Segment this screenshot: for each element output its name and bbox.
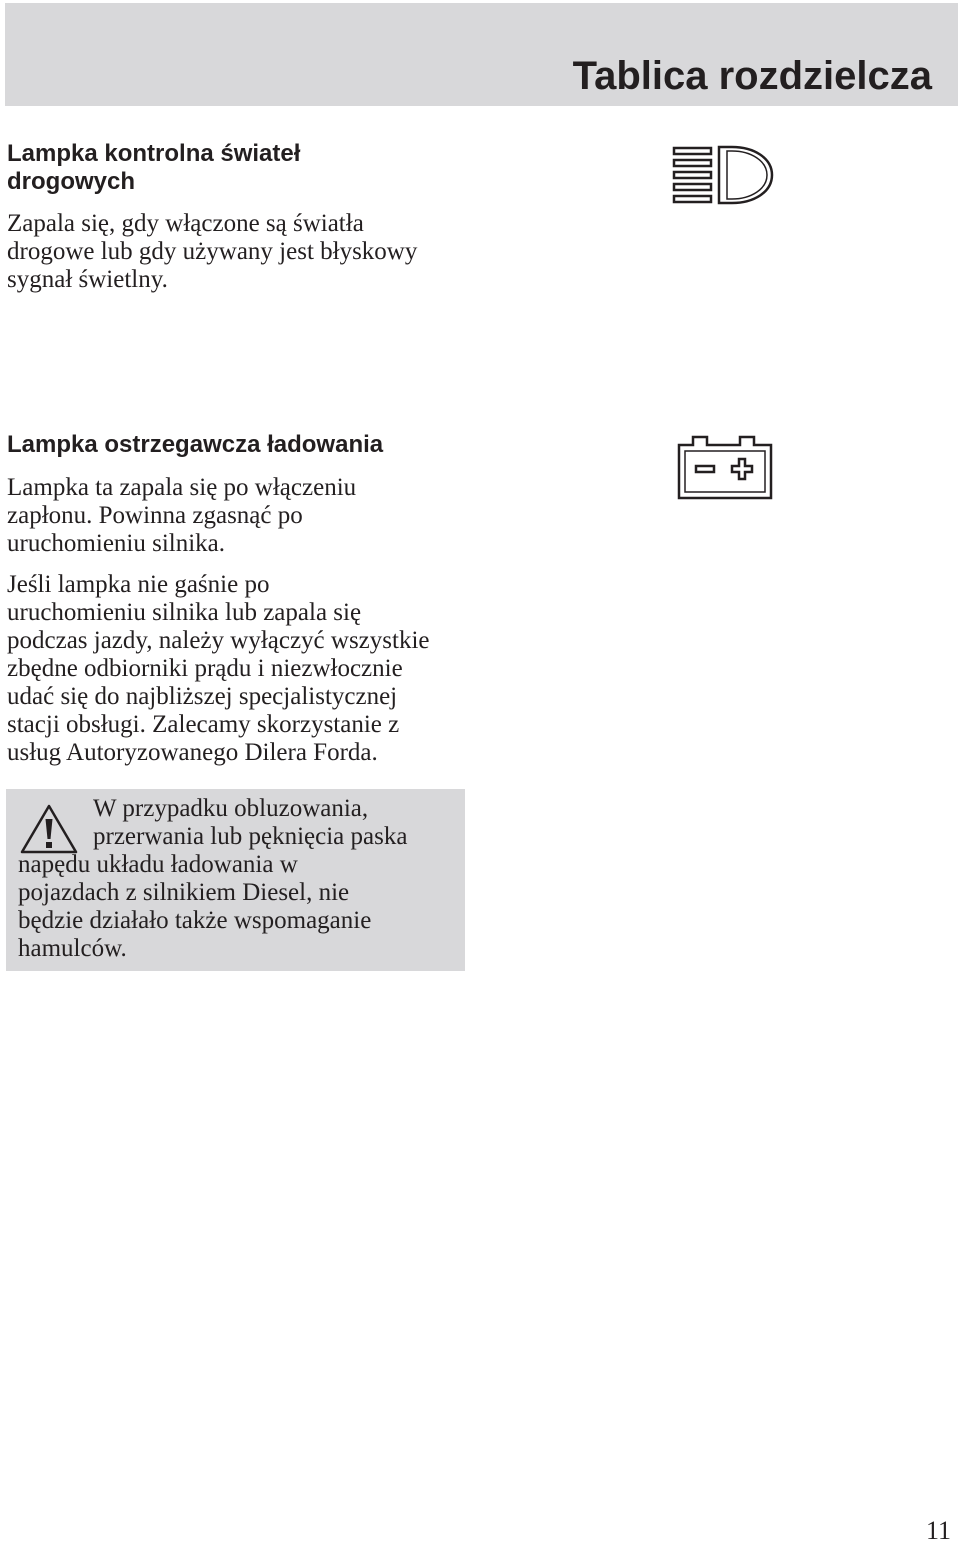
- text-line: zbędne odbiorniki prądu i niezwłocznie: [7, 655, 403, 682]
- text-line: Lampka ta zapala się po włączeniu: [7, 474, 357, 501]
- warning-box: [6, 789, 465, 971]
- heading-line: Lampka kontrolna świateł: [7, 140, 301, 167]
- text-line: usług Autoryzowanego Dilera Forda.: [7, 739, 378, 766]
- text-line: sygnał świetlny.: [7, 266, 168, 293]
- text-line: zapłonu. Powinna zgasnąć po: [7, 502, 303, 529]
- text-line: stacji obsługi. Zalecamy skorzystanie z: [7, 711, 400, 738]
- text-line: uruchomieniu silnika lub zapala się: [7, 599, 362, 626]
- text-line: W przypadku obluzowania,: [93, 795, 369, 822]
- section-heading-charging: [7, 431, 383, 459]
- text-line: drogowe lub gdy używany jest błyskowy: [7, 238, 418, 265]
- text-line: udać się do najbliższej specjalistycznej: [7, 683, 398, 710]
- page-number: 11: [925, 1516, 951, 1545]
- text-line: Zapala się, gdy włączone są światła: [7, 210, 364, 237]
- page-title: Tablica rozdzielcza: [572, 54, 932, 98]
- text-line: hamulców.: [18, 935, 127, 962]
- text-line: podczas jazdy, należy wyłączyć wszystkie: [7, 627, 430, 654]
- paragraph-high-beam: [7, 210, 417, 294]
- paragraph-charging-1: [7, 474, 356, 558]
- section-heading-high-beam: [7, 140, 300, 196]
- paragraph-charging-2: [7, 571, 430, 767]
- text-line: napędu układu ładowania w: [18, 851, 298, 878]
- high-beam-icon: [672, 143, 778, 207]
- heading-line: drogowych: [7, 168, 136, 195]
- text-line: Jeśli lampka nie gaśnie po: [7, 571, 270, 598]
- text-line: pojazdach z silnikiem Diesel, nie: [18, 879, 350, 906]
- warning-text: [18, 795, 407, 963]
- text-line: uruchomieniu silnika.: [7, 530, 226, 557]
- text-line: będzie działało także wspomaganie: [18, 907, 372, 934]
- heading-line: Lampka ostrzegawcza ładowania: [7, 431, 384, 458]
- text-line: przerwania lub pęknięcia paska: [93, 823, 408, 850]
- battery-icon: [676, 433, 774, 501]
